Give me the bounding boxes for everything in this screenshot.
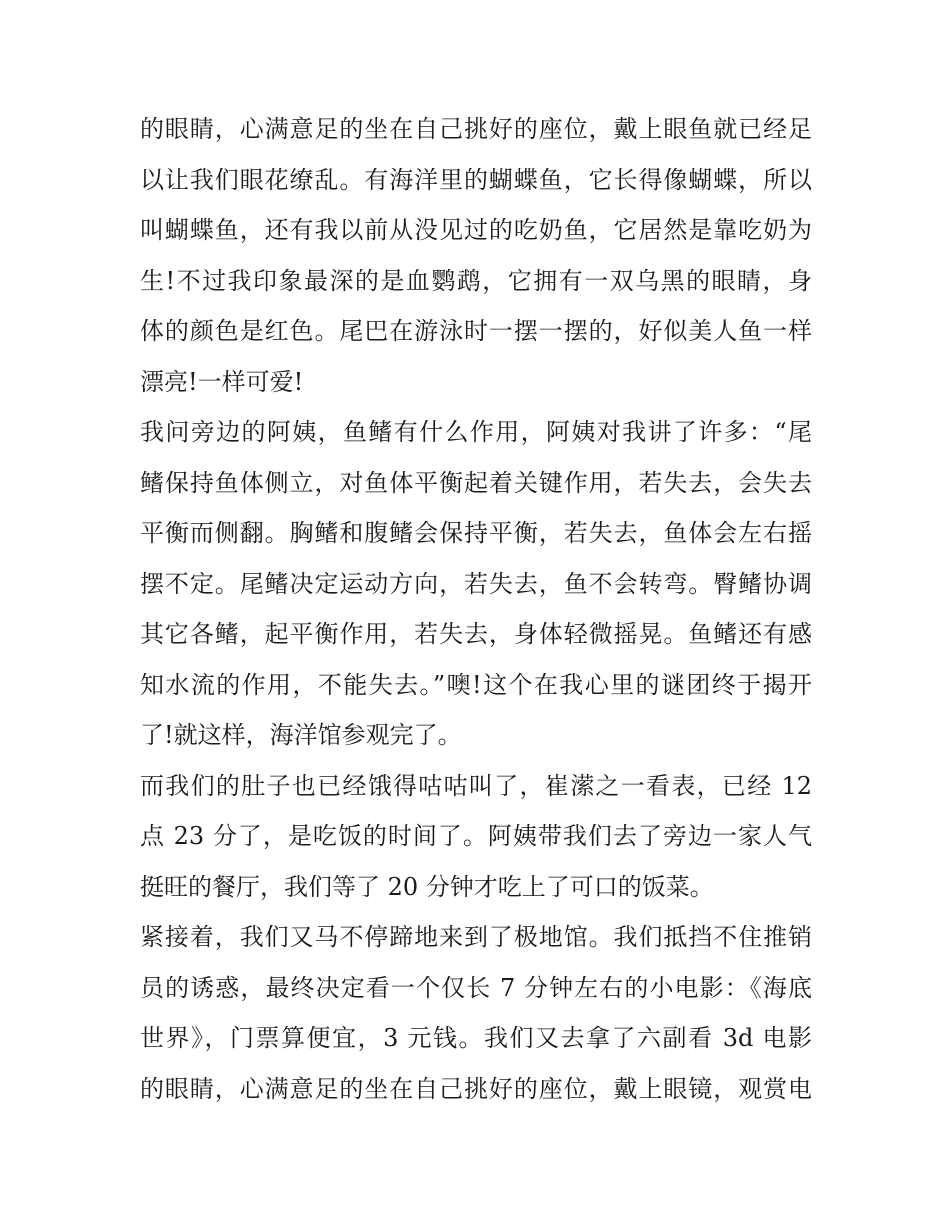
text-line: 生!不过我印象最深的是血鹦鹉，它拥有一双乌黑的眼睛，身 [140, 266, 812, 295]
text-line: 摆不定。尾鳍决定运动方向，若失去，鱼不会转弯。臀鳍协调 [140, 569, 812, 598]
text-line: 紧接着，我们又马不停蹄地来到了极地馆。我们抵挡不住推销 [140, 923, 812, 951]
text-line: 鳍保持鱼体侧立，对鱼体平衡起着关键作用，若失去，会失去 [140, 468, 812, 497]
text-line: 点 23 分了，是吃饭的时间了。阿姨带我们去了旁边一家人气 [140, 822, 812, 850]
text-line: 漂亮!一样可爱! [140, 367, 304, 396]
text-line: 其它各鳍，起平衡作用，若失去，身体轻微摇晃。鱼鳍还有感 [140, 620, 812, 648]
text-line: 员的诱惑，最终决定看一个仅长 7 分钟左右的小电影：《海底 [140, 973, 812, 1002]
text-line: 叫蝴蝶鱼，还有我以前从没见过的吃奶鱼，它居然是靠吃奶为 [140, 216, 812, 244]
text-line: 我问旁边的阿姨，鱼鳍有什么作用，阿姨对我讲了许多：“尾 [140, 418, 812, 446]
text-line: 体的颜色是红色。尾巴在游泳时一摆一摆的，好似美人鱼一样 [140, 317, 812, 345]
text-line: 以让我们眼花缭乱。有海洋里的蝴蝶鱼，它长得像蝴蝶，所以 [140, 165, 812, 194]
text-line: 的眼睛，心满意足的坐在自己挑好的座位，戴上眼镜，观赏电 [140, 1074, 812, 1103]
text-line: 世界》，门票算便宜，3 元钱。我们又去拿了六副看 3d 电影 [140, 1024, 812, 1052]
text-line: 了!就这样，海洋馆参观完了。 [140, 721, 462, 749]
text-line: 而我们的肚子也已经饿得咕咕叫了，崔潆之一看表，已经 12 [140, 771, 812, 800]
text-line: 知水流的作用，不能失去。”噢!这个在我心里的谜团终于揭开 [140, 670, 812, 699]
text-line: 的眼睛，心满意足的坐在自己挑好的座位，戴上眼鱼就已经足 [140, 115, 812, 143]
text-line: 挺旺的餐厅，我们等了 20 分钟才吃上了可口的饭菜。 [140, 872, 714, 901]
text-line: 平衡而侧翻。胸鳍和腹鳍会保持平衡，若失去，鱼体会左右摇 [140, 519, 812, 547]
body-text [140, 104, 812, 1114]
